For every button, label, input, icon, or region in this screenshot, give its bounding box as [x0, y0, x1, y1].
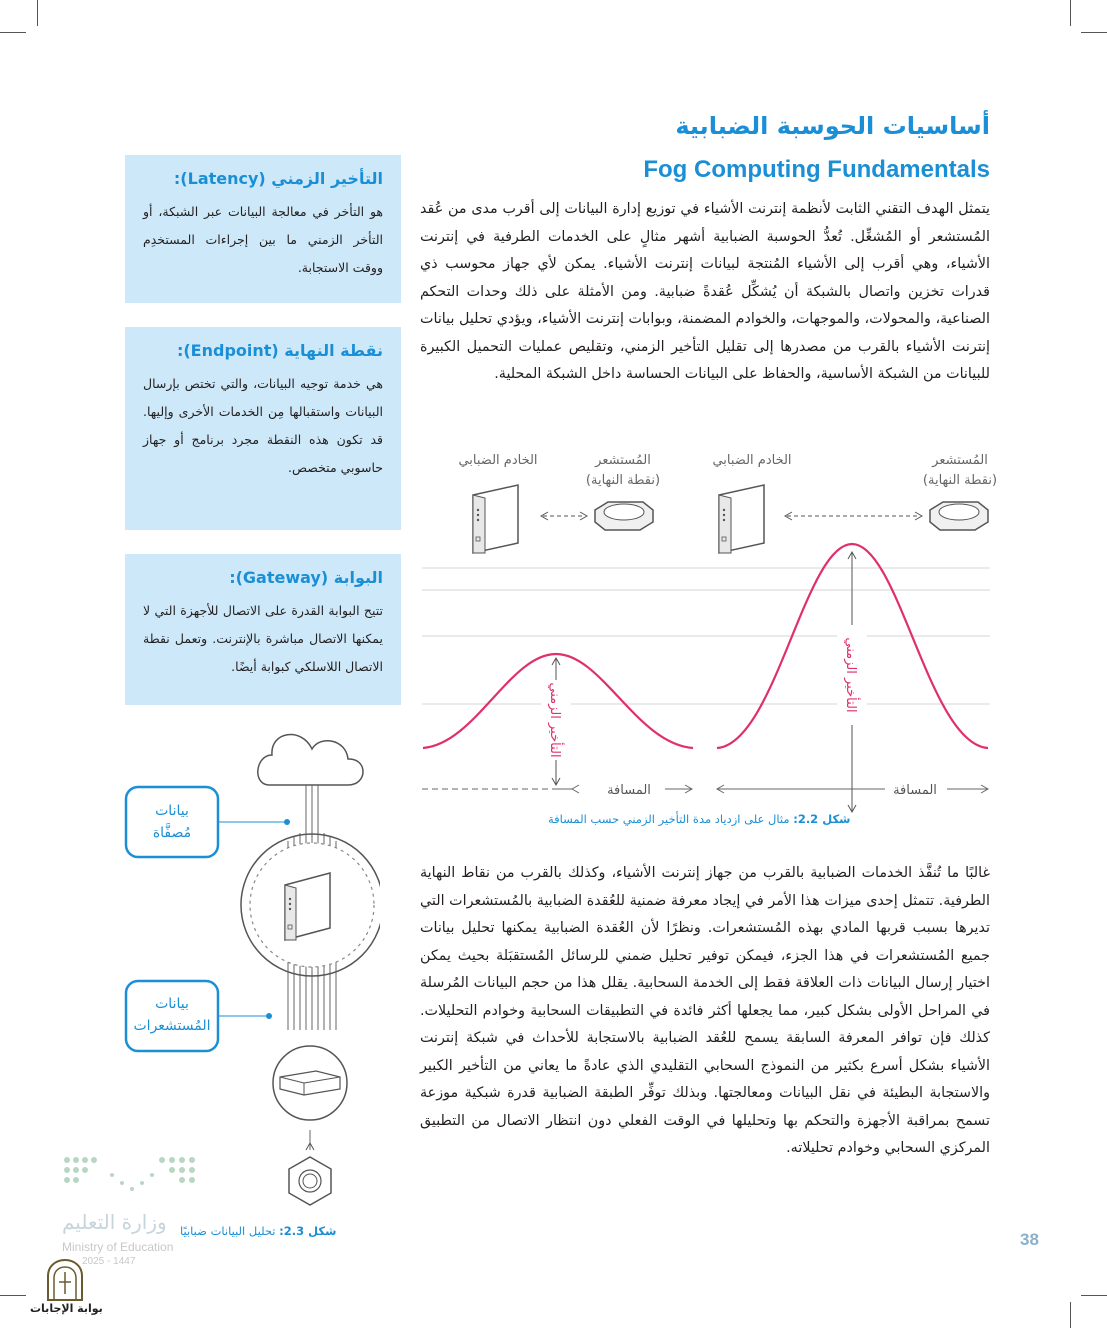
crop-mark: [0, 1295, 26, 1296]
hex-sensor-icon: [289, 1157, 331, 1205]
figure-2-3-caption-text: تحليل البيانات ضبابيًا: [180, 1224, 276, 1238]
sensor-data-label-line1: بيانات: [155, 996, 189, 1012]
sensor-icon: [930, 502, 988, 530]
crop-mark: [1070, 0, 1071, 26]
crop-mark: [1081, 1295, 1107, 1296]
crop-mark: [1081, 32, 1107, 33]
fog-services-paragraph: غالبًا ما تُنفَّذ الخدمات الضبابية بالقرب من جهاز إنترنت الأشياء، وكذلك بالقرب من نقاط النهاية الطرفية. تتمثل إحدى ميزات هذا الأمر في إيجاد معرفة ضمنية للعُقدة الضبابية بالمُستشعرات التي تديرها بسبب قربها المادي بهذه المُستشعرات. ونظرًا لأن العُقدة الضبابية يمكنها تحليل بيانات جميع المُستشعرات في هذا الجزء، فيمكن توفير تحليل ضمني للرسائل المُستقبَلة بحيث يمكن اختيار إرسال البيانات ذات العلاقة فقط إلى الخدمة السحابية. يقلل هذا من حجم البيانات المُرسلة في المراحل الأولى بشكل كبير، مما يجعلها أكثر فائدة في التطبيقات السحابية وخوادم التحليلات. كذلك فإن توافر المعرفة السابقة يسمح للعُقد الضبابية بالاستجابة للأحداث في شبكة إنترنت الأشياء بشكل أسرع بكثير من النموذج السحابي التقليدي الذي عادةً ما يعاني من التأخير الكبير والاستجابة البطيئة في نقل البيانات ومعالجتها. وبذلك توفِّر الطبقة الضبابية قدرة شبكية موزعة تسمح بمراقبة الأجهزة والتحكم بها وتحليلها في الوقت الفعلي دون انتظار الاتصال من التطبيق المركزي السحابي وخوادم تحليلاته.: [420, 865, 990, 1156]
fog-server-icon: [285, 873, 330, 940]
figure-2-3-caption: [180, 1224, 336, 1238]
section-title-english: Fog Computing Fundamentals: [643, 156, 990, 183]
server-label-left: الخادم الضبابي: [458, 453, 538, 468]
distance-axis-label-left: المسافة: [607, 783, 651, 798]
definition-text-gateway: تتيح البوابة القدرة على الاتصال للأجهزة التي لا يمكنها الاتصال مباشرة بالإنترنت. وتعمل نقطة الاتصال اللاسلكي كبوابة أيضًا.: [143, 603, 383, 674]
figure-2-2-caption-number: شكل 2.2:: [793, 812, 851, 826]
ministry-name-english: Ministry of Education: [62, 1240, 174, 1254]
sensor-icon: [595, 502, 653, 530]
endpoint-label-right: (نقطة النهاية): [922, 473, 998, 488]
cloud-icon: [258, 735, 363, 785]
figure-fog-data-analysis: [120, 725, 380, 1220]
site-logo-icon: [44, 1258, 86, 1302]
crop-mark: [1070, 1302, 1071, 1328]
latency-axis-label-left: التأخير الزمني: [547, 682, 562, 758]
definition-text-latency: هو التأخر في معالجة البيانات عبر الشبكة، أو التأخر الزمني ما بين إجراءات المستخدِم ووقت الاستجابة.: [143, 204, 383, 275]
server-icon: [473, 485, 518, 553]
server-label-right: الخادم الضبابي: [712, 453, 792, 468]
definition-title-latency: التأخير الزمني (Latency):: [173, 169, 383, 188]
ministry-logo-icon: [62, 1155, 197, 1200]
definition-box-latency: [125, 155, 401, 303]
server-icon: [719, 485, 764, 553]
sensor-data-label-line2: المُستشعرات: [133, 1018, 211, 1034]
filtered-data-label-line2: مُصفَّاة: [152, 825, 192, 841]
site-name: بوابة الإجابات: [30, 1302, 103, 1315]
endpoint-label-left: (نقطة النهاية): [585, 473, 661, 488]
figure-2-2-caption-text: مثال على ازدياد مدة التأخير الزمني حسب المسافة: [548, 812, 790, 826]
edition-year: 2025 - 1447: [82, 1256, 136, 1267]
ministry-name-arabic: وزارة التعليم: [62, 1210, 167, 1234]
filtered-data-label-line1: بيانات: [155, 803, 189, 819]
intro-paragraph: يتمثل الهدف التقني الثابت لأنظمة إنترنت الأشياء في توزيع إدارة البيانات إلى أقرب مدى من عُقد المُستشعر أو المُشغِّل. تُعدُّ الحوسبة الضبابية أشهر مثالٍ على الخدمات الطرفية في إنترنت الأشياء، وهي أقرب إلى الأشياء المُنتجة لبيانات إنترنت الأشياء. يمكن لأي جهاز محوسب ذي قدرات تخزين واتصال بالشبكة أن يُشكِّل عُقدةً ضبابية. ومن الأمثلة على ذلك وحدات التحكم الصناعية، والمحولات، والموجهات، والخوادم المضمنة، وبوابات إنترنت الأشياء، ويؤدي تحليل بيانات إنترنت الأشياء بالقرب من مصدرها إلى تقليل التأخير الزمني، وتقليص عمليات التحميل الكبيرة للبيانات من الشبكة الأساسية، والحفاظ على البيانات الحساسة داخل الشبكة المحلية.: [420, 201, 990, 382]
sensor-label-left: المُستشعر: [595, 453, 651, 468]
definition-title-endpoint: نقطة النهاية (Endpoint):: [176, 341, 383, 360]
page-number: 38: [1020, 1230, 1039, 1249]
latency-axis-label-right: التأخير الزمني: [843, 637, 858, 713]
distance-axis-label-right: المسافة: [893, 783, 937, 798]
crop-mark: [0, 32, 26, 33]
definition-box-gateway: [125, 554, 401, 705]
section-title-arabic: أساسيات الحوسبة الضبابية: [675, 112, 990, 140]
crop-mark: [37, 0, 38, 26]
definition-text-endpoint: هي خدمة توجيه البيانات، والتي تختص بإرسال البيانات واستقبالها مِن الخدمات الأخرى وإليها. قد تكون هذه النقطة مجرد برنامج أو جهاز حاسوبي متخصص.: [143, 376, 383, 475]
figure-2-2-caption: [548, 812, 864, 826]
figure-latency-distance: [415, 440, 1015, 840]
figure-2-3-caption-number: شكل 2.3:: [279, 1224, 337, 1238]
definition-title-gateway: البوابة (Gateway):: [229, 568, 383, 587]
definition-box-endpoint: [125, 327, 401, 530]
sensor-label-right: المُستشعر: [932, 453, 988, 468]
